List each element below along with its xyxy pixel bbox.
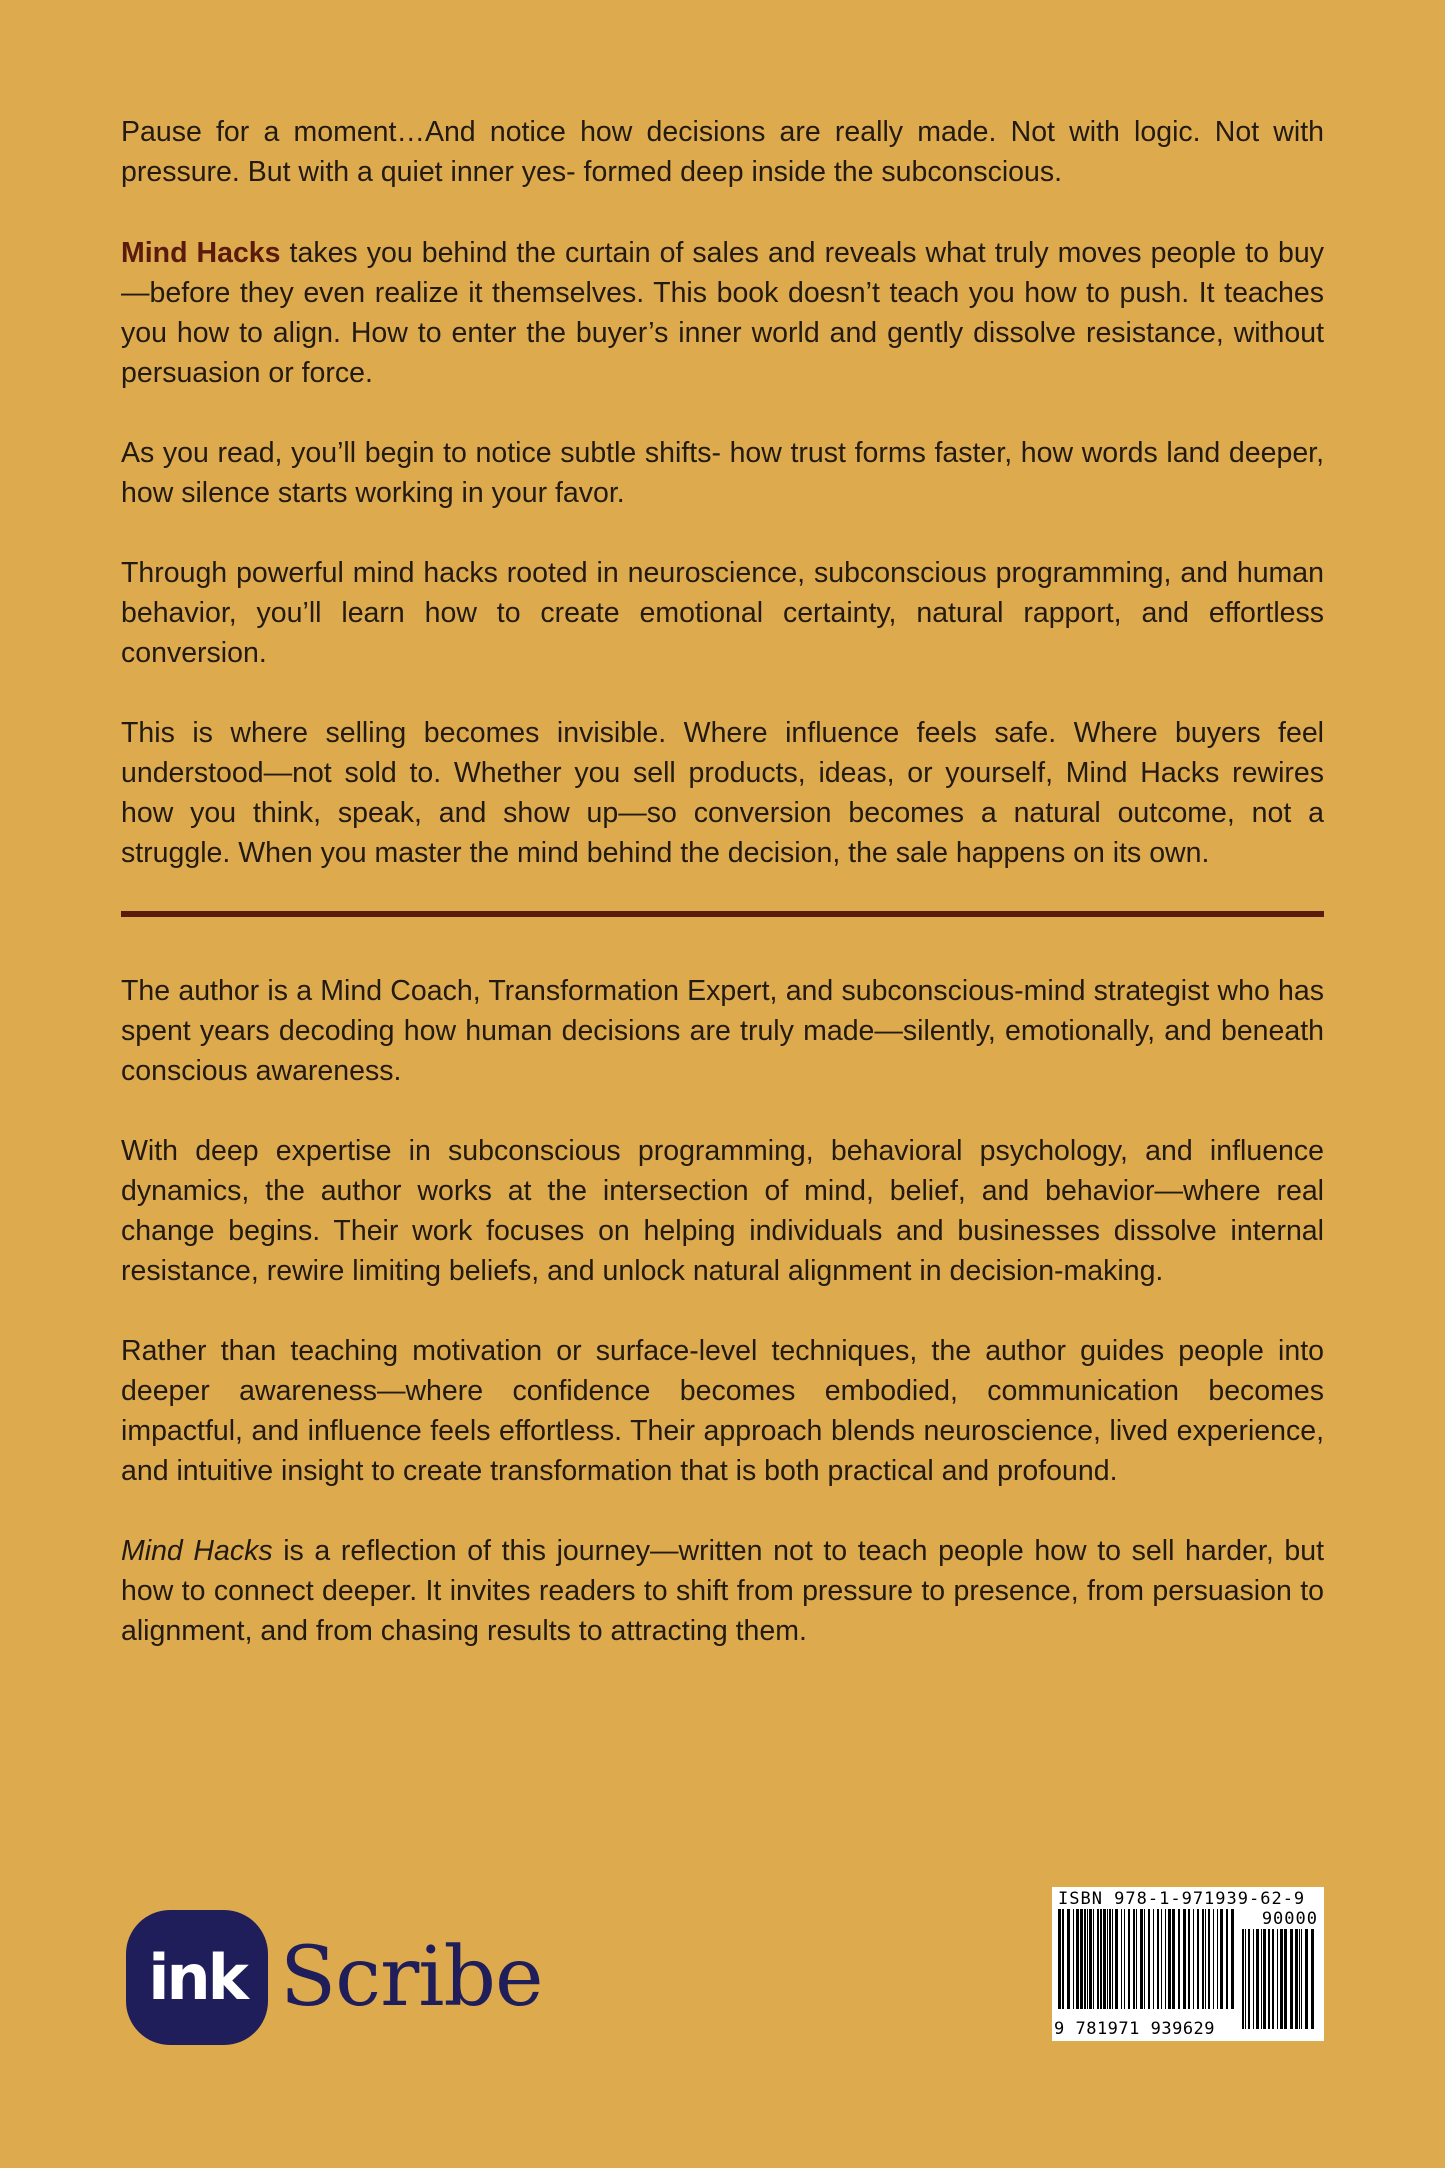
publisher-logo-badge: ink xyxy=(126,1910,268,2045)
barcode-bar xyxy=(1256,1929,1259,2029)
section-divider xyxy=(121,911,1324,917)
barcode-bar xyxy=(1261,1929,1262,2029)
isbn-barcode xyxy=(1052,1887,1324,2041)
barcode-bar xyxy=(1161,1909,1162,2009)
barcode-bar xyxy=(1115,1909,1118,2009)
author-paragraph-3: Rather than teaching motivation or surface-level techniques, the author guides people into deeper awareness—where confidence becomes embodied, communication becomes impactful, and influence feels effortless. Their approach blends neuroscience, lived experience, and intuitive insight to create transformation that is both practical and profound. xyxy=(121,1335,1324,1487)
barcode-bar xyxy=(1140,1909,1143,2009)
blurb-paragraph-2-text: takes you behind the curtain of sales and reveals what truly moves people to buy—before they even realize it themselves. This book doesn’t teach you how to push. It teaches you how to align. How to enter the buyer’s inner world and gently dissolve resistance, without persuasion or force. xyxy=(121,237,1324,389)
barcode-bar xyxy=(1153,1909,1154,2009)
barcode-bar xyxy=(1268,1929,1270,2029)
book-title-italic: Mind Hacks xyxy=(121,1535,273,1567)
barcode-bar xyxy=(1280,1929,1283,2029)
blurb-paragraph-5: This is where selling becomes invisible. Where influence feels safe. Where buyers feel understood—not sold to. Whether you sell products, ideas, or yourself, Mind Hacks rewires how you think, speak, and show up—so conversion becomes a natural outcome, not a struggle. When you master the mind behind the decision, the sale happens on its own. xyxy=(121,717,1324,869)
barcode-bar xyxy=(1290,1929,1293,2029)
barcode-bar xyxy=(1136,1909,1137,2009)
barcode-bar xyxy=(1084,1909,1086,2009)
barcode-bar xyxy=(1284,1929,1287,2029)
book-title-bold: Mind Hacks xyxy=(121,237,281,269)
barcode-bar xyxy=(1263,1929,1266,2029)
barcode-bar xyxy=(1144,1909,1145,2009)
author-paragraph-4 xyxy=(121,1531,1324,1651)
barcode-bar xyxy=(1107,1909,1108,2009)
author-paragraph-2: With deep expertise in subconscious programming, behavioral psychology, and influence dynamics, the author works at the intersection of mind, belief, and behavior—where real change begins. Their work focuses on helping individuals and businesses dissolve internal resistance, rewire limiting beliefs, and unlock natural alignment in decision-making. xyxy=(121,1135,1324,1287)
barcode-bar xyxy=(1248,1929,1250,2029)
barcode-bar xyxy=(1277,1929,1278,2029)
barcode-bar xyxy=(1172,1909,1175,2009)
author-paragraph-1: The author is a Mind Coach, Transformation Expert, and subconscious-mind strategist who has spent years decoding how human decisions are truly made—silently, emotionally, and beneath conscious awareness. xyxy=(121,975,1324,1087)
barcode-bar xyxy=(1311,1929,1314,2029)
barcode-bar xyxy=(1208,1909,1210,2009)
barcode-bar xyxy=(1231,1909,1234,2009)
barcode-bar xyxy=(1067,1909,1070,2009)
barcode-bar xyxy=(1128,1909,1130,2009)
barcode-bar xyxy=(1193,1909,1194,2009)
barcode-bar xyxy=(1093,1909,1094,2009)
barcode-bar xyxy=(1112,1909,1113,2009)
barcode-bar xyxy=(1121,1909,1122,2009)
barcode-bar xyxy=(1103,1909,1106,2009)
isbn-label: ISBN 978-1-971939-62-9 xyxy=(1058,1889,1306,1909)
barcode-bar xyxy=(1073,1909,1074,2009)
barcode-bar xyxy=(1202,1909,1204,2009)
barcode-bar xyxy=(1109,1909,1111,2009)
barcode-bar xyxy=(1178,1909,1180,2009)
blurb-paragraph-3: As you read, you’ll begin to notice subtle shifts- how trust forms faster, how words land deeper, how silence starts working in your favor. xyxy=(121,437,1324,509)
author-paragraph-4-text: is a reflection of this journey—written not to teach people how to sell harder, but how to connect deeper. It invites readers to shift from pressure to presence, from persuasion to alignment, and from chasing results to attracting them. xyxy=(121,1535,1325,1647)
barcode-bar xyxy=(1058,1909,1061,2009)
barcode-bar xyxy=(1226,1909,1228,2009)
barcode-bar xyxy=(1301,1929,1302,2029)
barcode-bar xyxy=(1097,1909,1099,2009)
blurb-paragraph-2 xyxy=(121,233,1324,393)
barcode-bar xyxy=(1188,1909,1190,2009)
barcode-bar xyxy=(1148,1909,1150,2009)
barcode-digits: 9 781971 939629 xyxy=(1054,2019,1216,2039)
barcode-bar xyxy=(1217,1909,1218,2009)
barcode-bar xyxy=(1080,1909,1083,2009)
barcode-bar xyxy=(1157,1909,1159,2009)
barcode-bar xyxy=(1242,1929,1244,2029)
barcode-bar xyxy=(1062,1909,1064,2009)
barcode-bars-main xyxy=(1058,1909,1236,2009)
barcode-bar xyxy=(1124,1909,1125,2009)
barcode-bar xyxy=(1305,1929,1308,2029)
barcode-bar xyxy=(1089,1909,1092,2009)
barcode-bar xyxy=(1245,1929,1246,2029)
barcode-bar xyxy=(1299,1929,1300,2029)
barcode-bar xyxy=(1087,1909,1088,2009)
barcode-bar xyxy=(1076,1909,1079,2009)
publisher-logo-wordmark: Scribe xyxy=(280,1930,543,2025)
publisher-logo xyxy=(126,1910,543,2045)
blurb-paragraph-1: Pause for a moment…And notice how decisions are really made. Not with logic. Not with pressure. But with a quiet inner yes- formed deep inside the subconscious. xyxy=(121,116,1324,188)
barcode-bar xyxy=(1133,1909,1135,2009)
barcode-bar xyxy=(1165,1909,1166,2009)
barcode-bar xyxy=(1213,1909,1214,2009)
barcode-bars-addon xyxy=(1242,1929,1318,2029)
barcode-bar xyxy=(1168,1909,1171,2009)
barcode-bar xyxy=(1220,1909,1223,2009)
barcode-bar xyxy=(1295,1929,1298,2029)
barcode-bar xyxy=(1272,1929,1274,2029)
blurb-paragraph-4: Through powerful mind hacks rooted in neuroscience, subconscious programming, and human behavior, you’ll learn how to create emotional certainty, natural rapport, and effortless conversion. xyxy=(121,557,1324,669)
barcode-bar xyxy=(1253,1929,1254,2029)
barcode-bar xyxy=(1100,1909,1102,2009)
barcode-bar xyxy=(1197,1909,1199,2009)
price-code-label: 90000 xyxy=(1261,1909,1318,1929)
barcode-bar xyxy=(1205,1909,1206,2009)
barcode-bar xyxy=(1183,1909,1186,2009)
